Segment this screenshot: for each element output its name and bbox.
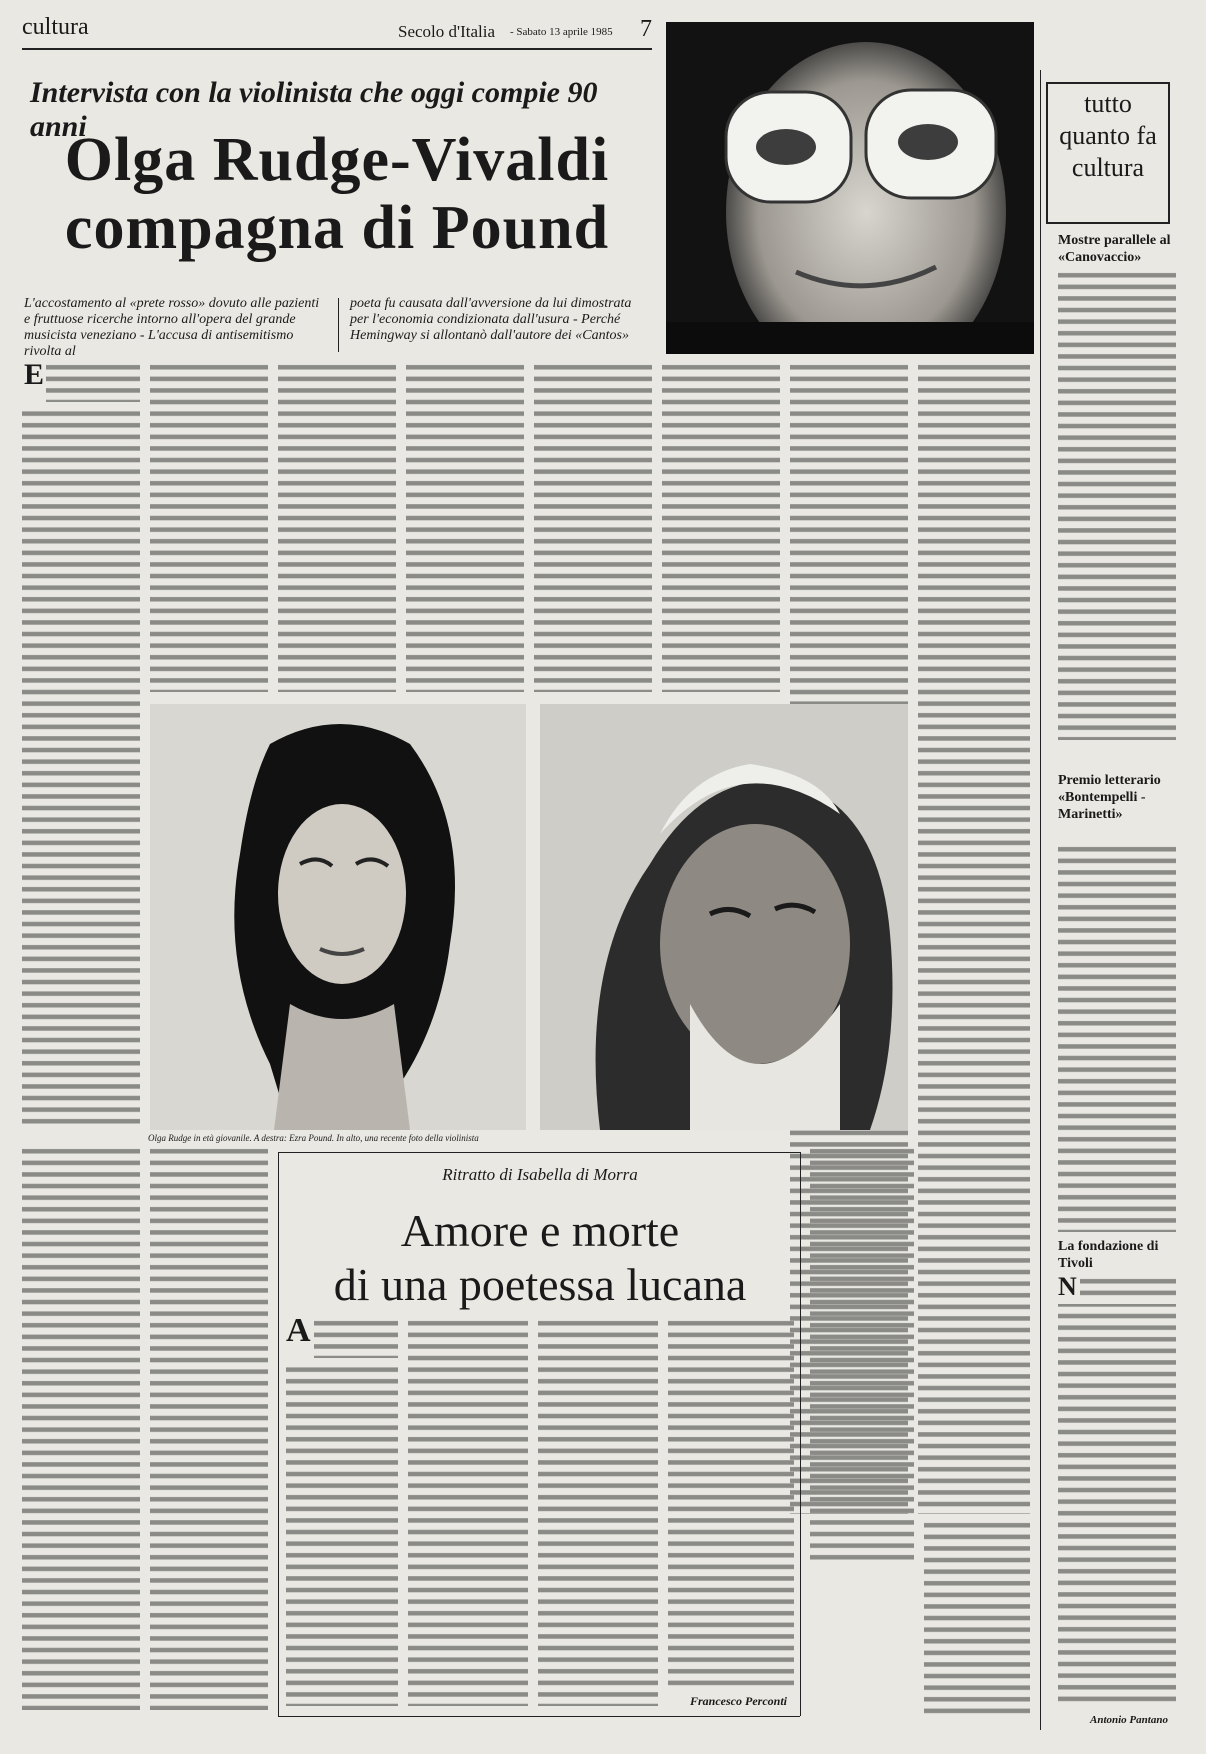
box-border xyxy=(800,1152,801,1716)
body-column xyxy=(150,362,268,692)
body-column xyxy=(924,1520,1030,1720)
body-column xyxy=(538,1318,658,1706)
sidebar-box-title: tutto quanto fa cultura xyxy=(1046,82,1170,224)
text-lines xyxy=(668,1318,794,1690)
body-column xyxy=(406,362,524,692)
text-lines xyxy=(22,1146,140,1710)
text-lines xyxy=(408,1318,528,1706)
ezra-pound-drawing xyxy=(540,704,908,1130)
body-column xyxy=(918,362,1030,1514)
headline-line: Amore e morte xyxy=(400,1205,680,1256)
box-border xyxy=(278,1716,800,1717)
article-deck-right: poeta fu causata dall'avversione da lui dimostrata per l'economia condizionata dall'usura - Perché Hemingway si allontanò dall'autore dei «Cantos» xyxy=(350,296,632,343)
sidebar-author: Antonio Pantano xyxy=(1090,1714,1168,1726)
text-lines xyxy=(286,1318,398,1706)
portrait-recent-drawing xyxy=(666,22,1034,354)
sidebar-divider xyxy=(1040,70,1041,1730)
sidebar-body xyxy=(1058,844,1176,1232)
box-article-author: Francesco Perconti xyxy=(690,1694,787,1708)
text-lines xyxy=(1058,844,1176,1232)
photo-caption: Olga Rudge in età giovanile. A destra: Ezra Pound. In alto, una recente foto della violinista xyxy=(148,1133,479,1143)
article-drop-cap: E xyxy=(24,358,45,391)
text-lines xyxy=(538,1318,658,1706)
sidebar-drop-cap: N xyxy=(1058,1272,1077,1301)
headline-line: Olga Rudge-Vivaldi xyxy=(64,126,610,194)
box-drop-cap: A xyxy=(286,1312,311,1349)
article-deck-left: L'accostamento al «prete rosso» dovuto alle pazienti e fruttuose ricerche intorno all'opera del grande musicista veneziano - L'accusa di antisemitismo rivolta al xyxy=(24,296,320,359)
young-olga-drawing xyxy=(150,704,526,1130)
text-lines xyxy=(810,1146,914,1566)
body-column xyxy=(534,362,652,692)
body-column xyxy=(668,1318,794,1690)
text-lines xyxy=(662,362,780,692)
body-column xyxy=(286,1318,398,1706)
body-column xyxy=(278,362,396,692)
box-article-kicker: Ritratto di Isabella di Morra xyxy=(442,1165,638,1184)
text-lines xyxy=(534,362,652,692)
article-kicker: Intervista con la violinista che oggi compie 90 anni xyxy=(30,76,598,143)
article-headline xyxy=(22,126,652,262)
text-lines xyxy=(1058,1276,1176,1708)
text-lines xyxy=(924,1520,1030,1720)
text-lines xyxy=(150,1146,268,1710)
sidebar-body xyxy=(1058,270,1176,740)
body-column xyxy=(408,1318,528,1706)
portrait-photo-recent xyxy=(666,22,1034,354)
headline-line: di una poetessa lucana xyxy=(333,1259,747,1310)
page-number: 7 xyxy=(640,16,652,42)
sidebar-item-title: Premio letterario «Bontempelli - Marinetti» xyxy=(1058,773,1161,822)
headline-line: compagna di Pound xyxy=(64,194,610,262)
sidebar-item-title: La fondazione di Tivoli xyxy=(1058,1239,1159,1271)
body-column xyxy=(662,362,780,692)
body-column xyxy=(22,362,140,1124)
header-rule xyxy=(22,48,652,50)
box-border xyxy=(278,1152,800,1153)
photo-olga-young xyxy=(150,704,526,1130)
sidebar-body xyxy=(1058,1276,1176,1708)
box-border xyxy=(278,1152,279,1716)
photo-ezra-pound xyxy=(540,704,908,1130)
section-label: cultura xyxy=(22,14,89,40)
text-lines xyxy=(278,362,396,692)
text-lines xyxy=(918,362,1030,1514)
sidebar-item-title: Mostre parallele al «Canovaccio» xyxy=(1058,233,1171,265)
text-lines xyxy=(22,362,140,1124)
body-column xyxy=(810,1146,914,1566)
box-article-headline xyxy=(280,1204,800,1312)
body-column xyxy=(150,1146,268,1710)
text-lines xyxy=(1058,270,1176,740)
issue-date: - Sabato 13 aprile 1985 xyxy=(510,26,613,38)
deck-divider xyxy=(338,298,339,352)
text-lines xyxy=(150,362,268,692)
body-column xyxy=(22,1146,140,1710)
text-lines xyxy=(406,362,524,692)
newspaper-name: Secolo d'Italia xyxy=(398,22,496,41)
